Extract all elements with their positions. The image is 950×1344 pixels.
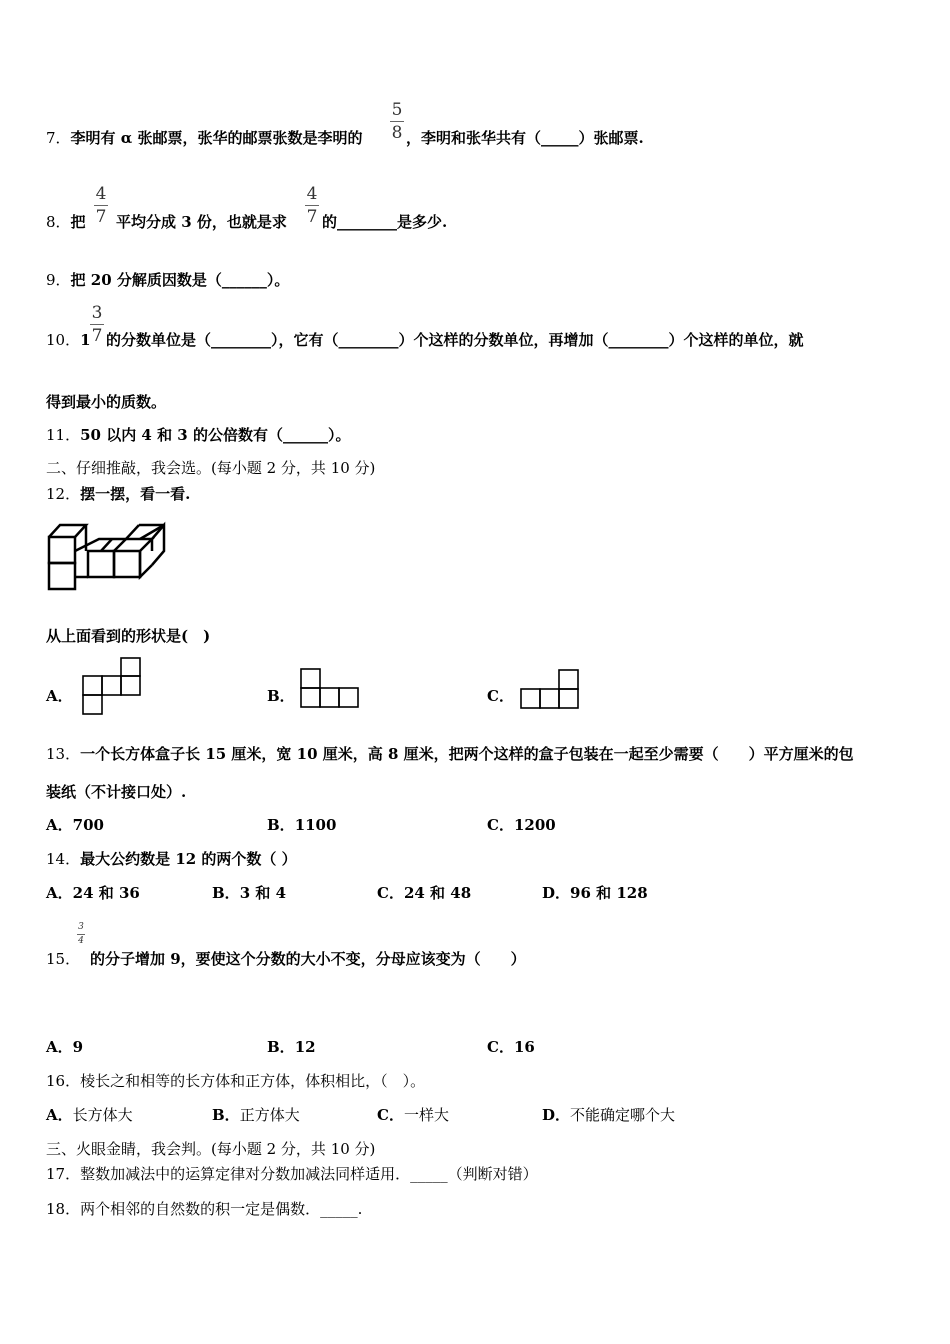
option-label: A． bbox=[46, 1106, 73, 1124]
option-b-label[interactable]: B． bbox=[267, 687, 295, 705]
cube-figure bbox=[46, 520, 171, 592]
numerator: 5 bbox=[391, 100, 403, 120]
option-value: 24 和 36 bbox=[72, 884, 140, 902]
option-c[interactable] bbox=[377, 883, 471, 903]
question-number: 8． bbox=[46, 213, 71, 231]
option-label: B． bbox=[212, 884, 240, 902]
option-label: C． bbox=[487, 1038, 514, 1056]
question-number: 18． bbox=[46, 1200, 81, 1218]
fraction bbox=[90, 304, 104, 345]
denominator: 7 bbox=[95, 207, 107, 227]
option-label: D． bbox=[542, 884, 571, 902]
option-value: 9 bbox=[72, 1038, 84, 1056]
option-a[interactable] bbox=[46, 883, 140, 903]
question-8 bbox=[46, 212, 86, 232]
option-value: 3 和 4 bbox=[239, 884, 287, 902]
option-b-shape bbox=[300, 668, 362, 710]
option-label: C． bbox=[487, 816, 514, 834]
question-text: 把 bbox=[70, 213, 86, 231]
question-text: 一个长方体盒子长 15 厘米，宽 10 厘米，高 8 厘米，把两个这样的盒子包装在一起至少需要（ ）平方厘米的包 bbox=[80, 745, 854, 763]
numerator: 3 bbox=[78, 922, 84, 932]
question-text-cont: 的________是多少. bbox=[322, 213, 448, 231]
option-label: C． bbox=[377, 1106, 404, 1124]
question-text: 把 20 分解质因数是（______）。 bbox=[70, 271, 290, 289]
option-c[interactable] bbox=[377, 1105, 449, 1125]
option-b[interactable] bbox=[212, 1105, 300, 1125]
question-number: 7． bbox=[46, 129, 71, 147]
option-label: A． bbox=[46, 816, 73, 834]
numerator: 4 bbox=[306, 184, 318, 204]
question-9 bbox=[46, 270, 289, 290]
question-text-cont: 得到最小的质数。 bbox=[46, 393, 167, 411]
fraction bbox=[305, 185, 319, 226]
question-13 bbox=[46, 744, 854, 764]
option-value: 不能确定哪个大 bbox=[570, 1106, 676, 1124]
fraction bbox=[77, 923, 85, 946]
fraction-bar bbox=[94, 205, 108, 206]
question-14 bbox=[46, 849, 297, 869]
option-b[interactable] bbox=[267, 1037, 316, 1057]
option-value: 96 和 128 bbox=[570, 884, 648, 902]
option-a-shape bbox=[82, 657, 144, 719]
question-11 bbox=[46, 425, 350, 445]
question-text: 两个相邻的自然数的积一定是偶数．_____. bbox=[80, 1200, 363, 1218]
option-b[interactable] bbox=[267, 815, 336, 835]
question-text-cont: 装纸（不计接口处）. bbox=[46, 783, 187, 801]
option-label: D． bbox=[542, 1106, 571, 1124]
option-label: C． bbox=[377, 884, 404, 902]
question-text: 李明有 α 张邮票，张华的邮票张数是李明的 bbox=[70, 129, 363, 147]
question-number: 16． bbox=[46, 1072, 81, 1090]
option-label: A． bbox=[46, 1038, 73, 1056]
option-label: B． bbox=[212, 1106, 240, 1124]
question-number: 10． bbox=[46, 331, 81, 349]
option-label: A． bbox=[46, 884, 73, 902]
fraction-bar bbox=[305, 205, 319, 206]
option-value: 16 bbox=[513, 1038, 535, 1056]
question-text: 棱长之和相等的长方体和正方体，体积相比，（ ）。 bbox=[80, 1072, 426, 1090]
fraction bbox=[94, 185, 108, 226]
denominator: 7 bbox=[306, 207, 318, 227]
question-text: 摆一摆，看一看. bbox=[80, 485, 191, 503]
numerator: 3 bbox=[91, 303, 103, 323]
denominator: 4 bbox=[78, 936, 84, 946]
question-18 bbox=[46, 1199, 362, 1219]
fraction-bar bbox=[77, 934, 85, 935]
question-7 bbox=[46, 128, 363, 148]
question-17 bbox=[46, 1164, 538, 1184]
question-number: 12． bbox=[46, 485, 81, 503]
numerator: 4 bbox=[95, 184, 107, 204]
option-a[interactable] bbox=[46, 1105, 133, 1125]
question-10 bbox=[46, 330, 91, 350]
option-value: 1100 bbox=[294, 816, 337, 834]
fraction-bar bbox=[390, 121, 404, 122]
option-a[interactable] bbox=[46, 815, 104, 835]
option-value: 一样大 bbox=[403, 1106, 449, 1124]
question-number: 14． bbox=[46, 850, 81, 868]
question-number: 15． bbox=[46, 950, 81, 968]
option-value: 12 bbox=[294, 1038, 316, 1056]
option-value: 长方体大 bbox=[72, 1106, 133, 1124]
option-label: B． bbox=[267, 1038, 295, 1056]
question-number: 17． bbox=[46, 1165, 81, 1183]
whole-number: 1 bbox=[80, 331, 91, 349]
question-12 bbox=[46, 484, 190, 504]
question-text: 最大公约数是 12 的两个数（ ） bbox=[80, 850, 297, 868]
question-number: 13． bbox=[46, 745, 81, 763]
option-d[interactable] bbox=[542, 883, 648, 903]
option-value: 1200 bbox=[513, 816, 556, 834]
option-label: B． bbox=[267, 816, 295, 834]
question-text: 的分子增加 9，要使这个分数的大小不变，分母应该变为（ ） bbox=[90, 950, 526, 968]
question-text: 整数加减法中的运算定律对分数加减法同样适用．_____（判断对错） bbox=[80, 1165, 538, 1183]
question-16 bbox=[46, 1071, 425, 1091]
option-value: 正方体大 bbox=[239, 1106, 300, 1124]
question-number: 11． bbox=[46, 426, 81, 444]
denominator: 8 bbox=[391, 123, 403, 143]
denominator: 7 bbox=[91, 326, 103, 346]
question-number: 9． bbox=[46, 271, 71, 289]
question-text-cont: ，李明和张华共有（_____）张邮票. bbox=[406, 129, 644, 147]
section-heading: 三、火眼金睛，我会判。(每小题 2 分，共 10 分) bbox=[46, 1140, 376, 1158]
question-text: 50 以内 4 和 3 的公倍数有（______）。 bbox=[80, 426, 351, 444]
question-15 bbox=[46, 949, 80, 969]
fraction-bar bbox=[90, 324, 104, 325]
option-value: 24 和 48 bbox=[403, 884, 472, 902]
sub-question: 从上面看到的形状是( ) bbox=[46, 627, 211, 645]
option-c-label[interactable]: C． bbox=[487, 687, 514, 705]
option-c[interactable] bbox=[487, 1037, 535, 1057]
option-value: 700 bbox=[72, 816, 104, 834]
option-a-label[interactable]: A． bbox=[46, 687, 73, 705]
option-a[interactable] bbox=[46, 1037, 83, 1057]
question-text-cont: 平均分成 3 份，也就是求 bbox=[116, 213, 287, 231]
question-text: 的分数单位是（________），它有（________）个这样的分数单位，再增加（________）个这样的单位，就 bbox=[106, 331, 804, 349]
option-c-shape bbox=[520, 669, 582, 711]
option-c[interactable] bbox=[487, 815, 556, 835]
fraction bbox=[390, 101, 404, 142]
option-b[interactable] bbox=[212, 883, 286, 903]
section-heading: 二、仔细推敲，我会选。(每小题 2 分，共 10 分) bbox=[46, 459, 376, 477]
option-d[interactable] bbox=[542, 1105, 675, 1125]
